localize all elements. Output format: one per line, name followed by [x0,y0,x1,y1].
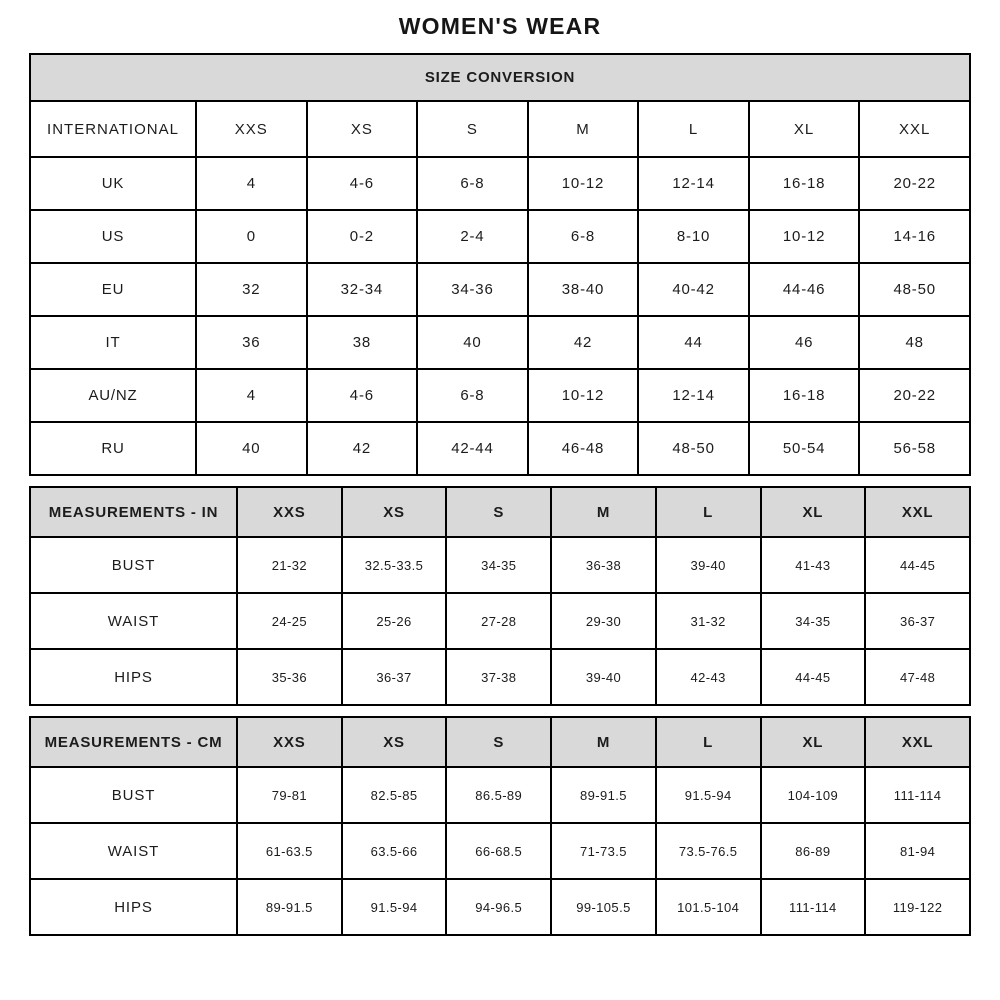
value-cell: 4-6 [307,369,418,422]
value-cell: 79-81 [237,767,342,823]
value-cell: 35-36 [237,649,342,705]
value-cell: 20-22 [859,157,970,210]
value-cell: 36-37 [865,593,970,649]
value-cell: 34-36 [417,263,528,316]
value-cell: 38 [307,316,418,369]
value-cell: 40 [417,316,528,369]
value-cell: 46 [749,316,860,369]
column-header-xxl: XXL [865,487,970,537]
value-cell: 0 [196,210,307,263]
measurements-in-label-header: MEASUREMENTS - IN [30,487,237,537]
table-row-it [30,316,970,369]
value-cell: 41-43 [761,537,866,593]
value-cell: 94-96.5 [446,879,551,935]
table-row-au-nz [30,369,970,422]
value-cell: 37-38 [446,649,551,705]
measurements-cm-header-row [30,717,970,767]
column-header-xl: XL [761,487,866,537]
size-chart-sheet [29,0,971,936]
value-cell: 6-8 [528,210,639,263]
column-header-xxl: XXL [865,717,970,767]
row-label: EU [30,263,196,316]
row-label: HIPS [30,649,237,705]
value-cell: 32.5-33.5 [342,537,447,593]
column-header-xs: XS [342,717,447,767]
value-cell: 42-43 [656,649,761,705]
value-cell: 86.5-89 [446,767,551,823]
measurements-in-header-row [30,487,970,537]
value-cell: 61-63.5 [237,823,342,879]
table-row-eu [30,263,970,316]
table-row-hips [30,649,970,705]
value-cell: 44-45 [865,537,970,593]
value-cell: 44-45 [761,649,866,705]
value-cell: 4 [196,157,307,210]
value-cell: 14-16 [859,210,970,263]
row-label: WAIST [30,823,237,879]
value-cell: 29-30 [551,593,656,649]
value-cell: 6-8 [417,157,528,210]
column-header-xl: XL [761,717,866,767]
size-conversion-header-row [30,101,970,157]
value-cell: 99-105.5 [551,879,656,935]
column-header-m: M [551,717,656,767]
value-cell: 86-89 [761,823,866,879]
value-cell: 36-37 [342,649,447,705]
row-label: HIPS [30,879,237,935]
table-row-waist [30,593,970,649]
measurements-cm-label-header: MEASUREMENTS - CM [30,717,237,767]
measurements-cm-table [29,716,971,936]
column-header-s: S [417,101,528,157]
value-cell: 71-73.5 [551,823,656,879]
value-cell: 48-50 [638,422,749,475]
value-cell: 0-2 [307,210,418,263]
value-cell: 34-35 [446,537,551,593]
row-label: AU/NZ [30,369,196,422]
value-cell: 6-8 [417,369,528,422]
column-header-l: L [656,717,761,767]
value-cell: 56-58 [859,422,970,475]
value-cell: 4 [196,369,307,422]
row-label: BUST [30,537,237,593]
column-header-l: L [656,487,761,537]
row-label: IT [30,316,196,369]
column-header-xxs: XXS [237,487,342,537]
value-cell: 16-18 [749,157,860,210]
value-cell: 42 [528,316,639,369]
value-cell: 46-48 [528,422,639,475]
value-cell: 8-10 [638,210,749,263]
size-conversion-table [29,53,971,476]
table-row-bust [30,537,970,593]
value-cell: 39-40 [656,537,761,593]
value-cell: 44 [638,316,749,369]
column-header-xxs: XXS [196,101,307,157]
value-cell: 21-32 [237,537,342,593]
table-row-bust [30,767,970,823]
value-cell: 91.5-94 [342,879,447,935]
value-cell: 36 [196,316,307,369]
value-cell: 66-68.5 [446,823,551,879]
value-cell: 119-122 [865,879,970,935]
value-cell: 50-54 [749,422,860,475]
value-cell: 91.5-94 [656,767,761,823]
value-cell: 4-6 [307,157,418,210]
value-cell: 47-48 [865,649,970,705]
value-cell: 31-32 [656,593,761,649]
value-cell: 63.5-66 [342,823,447,879]
row-label: UK [30,157,196,210]
value-cell: 24-25 [237,593,342,649]
value-cell: 27-28 [446,593,551,649]
row-label: WAIST [30,593,237,649]
measurements-in-table [29,486,971,706]
value-cell: 101.5-104 [656,879,761,935]
size-conversion-banner-row [30,54,970,101]
table-row-uk [30,157,970,210]
value-cell: 12-14 [638,157,749,210]
value-cell: 40-42 [638,263,749,316]
row-label: BUST [30,767,237,823]
value-cell: 36-38 [551,537,656,593]
column-header-xl: XL [749,101,860,157]
value-cell: 40 [196,422,307,475]
table-row-ru [30,422,970,475]
value-cell: 32-34 [307,263,418,316]
value-cell: 38-40 [528,263,639,316]
value-cell: 111-114 [865,767,970,823]
value-cell: 111-114 [761,879,866,935]
row-label: US [30,210,196,263]
value-cell: 48-50 [859,263,970,316]
value-cell: 10-12 [528,157,639,210]
value-cell: 82.5-85 [342,767,447,823]
value-cell: 42-44 [417,422,528,475]
column-header-xxl: XXL [859,101,970,157]
value-cell: 32 [196,263,307,316]
column-header-l: L [638,101,749,157]
column-header-m: M [551,487,656,537]
value-cell: 44-46 [749,263,860,316]
value-cell: 12-14 [638,369,749,422]
value-cell: 20-22 [859,369,970,422]
column-header-xxs: XXS [237,717,342,767]
column-header-s: S [446,717,551,767]
value-cell: 16-18 [749,369,860,422]
value-cell: 81-94 [865,823,970,879]
value-cell: 25-26 [342,593,447,649]
value-cell: 89-91.5 [237,879,342,935]
value-cell: 89-91.5 [551,767,656,823]
table-row-us [30,210,970,263]
value-cell: 48 [859,316,970,369]
row-label: RU [30,422,196,475]
value-cell: 2-4 [417,210,528,263]
value-cell: 39-40 [551,649,656,705]
size-conversion-banner-title: SIZE CONVERSION [30,54,970,101]
column-header-xs: XS [307,101,418,157]
value-cell: 10-12 [528,369,639,422]
size-conversion-label-header: INTERNATIONAL [30,101,196,157]
table-row-hips [30,879,970,935]
value-cell: 10-12 [749,210,860,263]
value-cell: 34-35 [761,593,866,649]
column-header-xs: XS [342,487,447,537]
table-row-waist [30,823,970,879]
column-header-s: S [446,487,551,537]
value-cell: 104-109 [761,767,866,823]
value-cell: 73.5-76.5 [656,823,761,879]
column-header-m: M [528,101,639,157]
page-title: WOMEN'S WEAR [398,13,602,39]
value-cell: 42 [307,422,418,475]
